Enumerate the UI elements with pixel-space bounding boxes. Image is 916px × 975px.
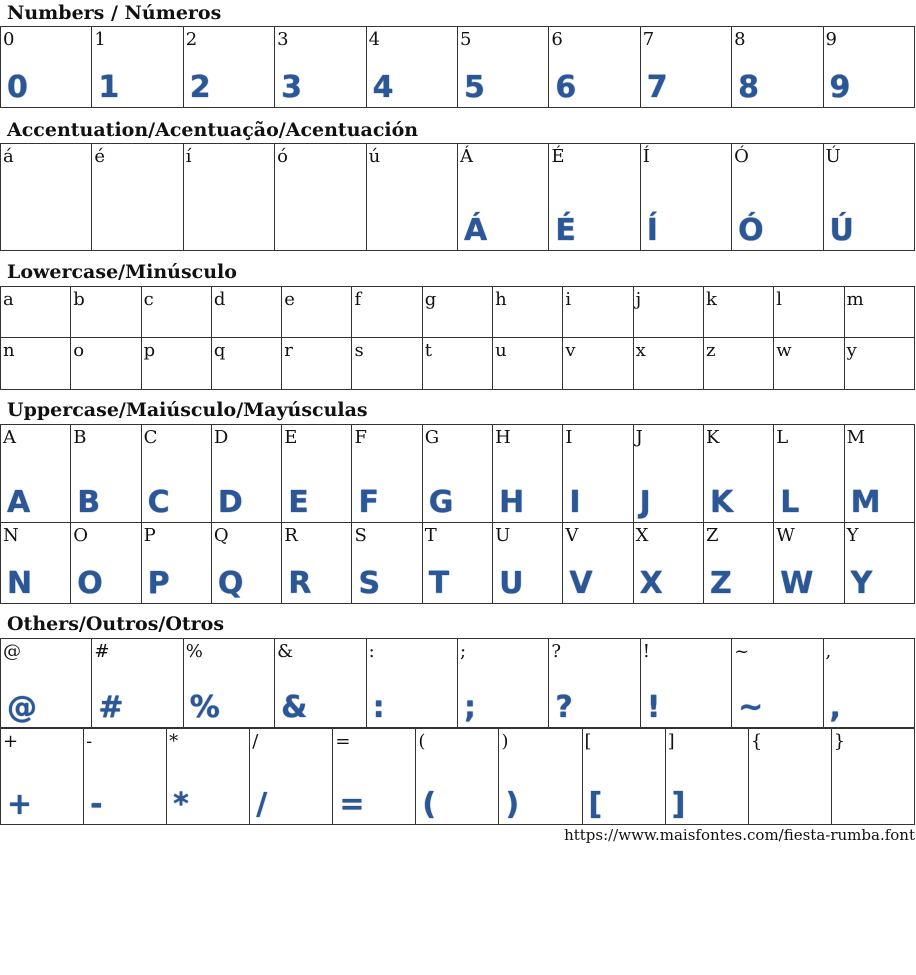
char-label: ;: [459, 641, 467, 662]
char-label: d: [213, 289, 226, 310]
font-glyph-sample: T: [428, 566, 450, 601]
char-label: v: [565, 340, 576, 361]
font-glyph-sample: 0: [7, 70, 28, 105]
char-label: l: [776, 289, 783, 310]
char-label: e: [284, 289, 295, 310]
char-label: @: [3, 641, 21, 662]
glyph-cell: [831, 729, 914, 825]
char-label: A: [3, 427, 16, 448]
glyph-cell: [141, 425, 211, 523]
glyph-cell: [84, 729, 167, 825]
glyph-cell: [844, 523, 914, 604]
glyph-cell: [1, 338, 71, 390]
char-label: Y: [846, 525, 859, 546]
glyph-cell: [774, 338, 844, 390]
char-label: G: [424, 427, 440, 448]
glyph-cell: [366, 639, 457, 728]
font-glyph-sample: #: [98, 690, 124, 725]
table-row: [1, 144, 915, 251]
glyph-cell: [549, 144, 640, 251]
char-label: n: [3, 340, 15, 361]
char-label: H: [495, 427, 511, 448]
glyph-cell: [1, 425, 71, 523]
section-title: Accentuation/Acentuação/Acentuación: [7, 119, 419, 141]
font-glyph-sample: ~: [738, 690, 764, 725]
font-glyph-sample: =: [339, 787, 365, 822]
glyph-cell: [71, 425, 141, 523]
glyph-cell: [71, 523, 141, 604]
glyph-cell: [732, 639, 823, 728]
glyph-cell: [422, 523, 492, 604]
char-label: o: [73, 340, 85, 361]
font-glyph-sample: D: [217, 485, 243, 520]
char-label: T: [424, 525, 437, 546]
font-glyph-sample: 2: [189, 70, 211, 105]
section-title: Numbers / Números: [7, 2, 222, 24]
char-label: x: [635, 340, 646, 361]
glyph-cell: [823, 639, 914, 728]
glyph-cell: [665, 729, 748, 825]
char-label: F: [354, 427, 367, 448]
font-glyph-sample: [: [588, 787, 603, 822]
font-glyph-sample: Y: [850, 566, 873, 601]
char-label: ]: [667, 731, 675, 752]
font-glyph-sample: &: [281, 690, 308, 725]
glyph-cell: [422, 425, 492, 523]
glyph-cell: [141, 338, 211, 390]
glyph-table: [0, 26, 915, 108]
char-label: 5: [459, 29, 472, 50]
font-glyph-sample: P: [147, 566, 170, 601]
glyph-cell: [457, 27, 548, 108]
char-label: 1: [94, 29, 106, 50]
glyph-cell: [703, 523, 773, 604]
font-glyph-sample: U: [499, 566, 524, 601]
char-label: I: [565, 427, 573, 448]
glyph-cell: [633, 425, 703, 523]
char-label: k: [705, 289, 717, 310]
char-label: S: [354, 525, 367, 546]
char-label: E: [284, 427, 298, 448]
glyph-cell: [275, 27, 366, 108]
font-glyph-sample: ]: [671, 787, 686, 822]
font-glyph-sample: S: [358, 566, 381, 601]
char-label: 3: [277, 29, 289, 50]
char-label: p: [143, 340, 156, 361]
char-label: a: [3, 289, 14, 310]
char-label: =: [335, 731, 351, 752]
font-glyph-sample: F: [358, 485, 379, 520]
font-glyph-sample: K: [709, 485, 734, 520]
char-label: ú: [368, 146, 381, 167]
glyph-cell: [703, 338, 773, 390]
glyph-cell: [211, 338, 281, 390]
font-glyph-sample: N: [7, 566, 33, 601]
char-label: m: [846, 289, 864, 310]
char-label: Q: [213, 525, 229, 546]
glyph-cell: [1, 27, 92, 108]
glyph-cell: [416, 729, 499, 825]
char-label: ,: [825, 641, 832, 662]
glyph-cell: [71, 338, 141, 390]
glyph-cell: [275, 144, 366, 251]
glyph-cell: [457, 639, 548, 728]
glyph-cell: [774, 523, 844, 604]
char-label: Ú: [825, 146, 841, 167]
char-label: r: [284, 340, 293, 361]
glyph-cell: [844, 425, 914, 523]
glyph-cell: [633, 338, 703, 390]
char-label: ó: [277, 146, 289, 167]
font-glyph-sample: +: [7, 787, 33, 822]
font-glyph-sample: 5: [463, 70, 485, 105]
glyph-cell: [563, 287, 633, 338]
char-label: &: [277, 641, 294, 662]
font-glyph-sample: %: [189, 690, 220, 725]
char-label: U: [495, 525, 511, 546]
char-label: w: [776, 340, 792, 361]
char-label: Z: [705, 525, 719, 546]
char-label: é: [94, 146, 106, 167]
glyph-cell: [352, 287, 422, 338]
glyph-cell: [422, 287, 492, 338]
font-glyph-sample: H: [499, 485, 525, 520]
font-glyph-sample: *: [173, 787, 189, 822]
glyph-table: [0, 424, 915, 604]
font-glyph-sample: Ó: [738, 213, 764, 248]
char-label: P: [143, 525, 156, 546]
table-row: [1, 27, 915, 108]
glyph-cell: [366, 144, 457, 251]
glyph-cell: [141, 523, 211, 604]
glyph-cell: [211, 425, 281, 523]
char-label: f: [354, 289, 362, 310]
glyph-cell: [1, 144, 92, 251]
glyph-cell: [352, 338, 422, 390]
glyph-cell: [1, 639, 92, 728]
glyph-cell: [774, 425, 844, 523]
char-label: }: [833, 731, 846, 752]
char-label: #: [94, 641, 110, 662]
glyph-cell: [563, 425, 633, 523]
section-title: Others/Outros/Otros: [7, 613, 225, 635]
glyph-cell: [92, 27, 183, 108]
glyph-cell: [844, 338, 914, 390]
font-glyph-sample: 3: [281, 70, 303, 105]
glyph-cell: [549, 639, 640, 728]
font-glyph-sample: I: [569, 485, 581, 520]
glyph-cell: [275, 639, 366, 728]
glyph-cell: [640, 144, 731, 251]
glyph-table: [0, 143, 915, 251]
char-label: K: [705, 427, 720, 448]
glyph-cell: [640, 639, 731, 728]
glyph-table: [0, 638, 915, 728]
char-label: R: [284, 525, 298, 546]
footer-url[interactable]: https://www.maisfontes.com/fiesta-rumba.font: [564, 826, 915, 844]
char-label: i: [565, 289, 572, 310]
glyph-cell: [748, 729, 831, 825]
glyph-table: [0, 728, 915, 825]
font-glyph-sample: :: [372, 690, 385, 725]
char-label: C: [143, 427, 158, 448]
char-label: +: [3, 731, 19, 752]
char-label: É: [551, 146, 565, 167]
glyph-cell: [282, 523, 352, 604]
glyph-cell: [92, 639, 183, 728]
glyph-cell: [71, 287, 141, 338]
glyph-cell: [1, 287, 71, 338]
glyph-cell: [422, 338, 492, 390]
char-label: Á: [459, 146, 473, 167]
char-label: J: [635, 427, 643, 448]
glyph-cell: [582, 729, 665, 825]
char-label: í: [185, 146, 192, 167]
font-glyph-sample: W: [780, 566, 814, 601]
char-label: ?: [551, 641, 561, 662]
char-label: h: [495, 289, 507, 310]
char-label: z: [705, 340, 716, 361]
glyph-cell: [732, 27, 823, 108]
font-glyph-sample: É: [555, 213, 576, 248]
char-label: ~: [734, 641, 750, 662]
font-glyph-sample: 9: [829, 70, 851, 105]
font-glyph-sample: E: [288, 485, 309, 520]
table-row: [1, 639, 915, 728]
section-title: Uppercase/Maiúsculo/Mayúsculas: [7, 399, 368, 421]
font-glyph-sample: @: [7, 690, 37, 725]
glyph-cell: [183, 144, 274, 251]
font-glyph-sample: Z: [709, 566, 732, 601]
glyph-cell: [333, 729, 416, 825]
glyph-cell: [823, 27, 914, 108]
glyph-cell: [732, 144, 823, 251]
char-label: O: [73, 525, 89, 546]
char-label: -: [86, 731, 93, 752]
char-label: N: [3, 525, 19, 546]
font-glyph-sample: B: [77, 485, 101, 520]
glyph-cell: [563, 338, 633, 390]
char-label: *: [169, 731, 179, 752]
font-glyph-sample: -: [90, 787, 103, 822]
glyph-cell: [211, 287, 281, 338]
char-label: L: [776, 427, 789, 448]
glyph-cell: [282, 287, 352, 338]
glyph-cell: [844, 287, 914, 338]
glyph-cell: [640, 27, 731, 108]
font-glyph-sample: 1: [98, 70, 120, 105]
font-glyph-sample: M: [850, 485, 881, 520]
glyph-table: [0, 286, 915, 390]
char-label: 8: [734, 29, 746, 50]
font-glyph-sample: ?: [555, 690, 573, 725]
font-glyph-sample: ): [505, 787, 520, 822]
char-label: ): [501, 731, 509, 752]
glyph-cell: [457, 144, 548, 251]
table-row: [1, 425, 915, 523]
char-label: (: [418, 731, 426, 752]
glyph-cell: [493, 287, 563, 338]
glyph-cell: [366, 27, 457, 108]
glyph-cell: [1, 523, 71, 604]
char-label: M: [846, 427, 865, 448]
font-glyph-sample: L: [780, 485, 800, 520]
char-label: {: [750, 731, 763, 752]
char-label: :: [368, 641, 375, 662]
glyph-cell: [92, 144, 183, 251]
glyph-cell: [183, 639, 274, 728]
char-label: /: [252, 731, 259, 752]
char-label: 9: [825, 29, 837, 50]
table-row: [1, 338, 915, 390]
char-label: W: [776, 525, 795, 546]
glyph-cell: [352, 425, 422, 523]
char-label: t: [424, 340, 433, 361]
char-label: j: [635, 289, 642, 310]
char-label: c: [143, 289, 154, 310]
table-row: [1, 729, 915, 825]
glyph-cell: [493, 425, 563, 523]
font-glyph-sample: ;: [463, 690, 476, 725]
font-glyph-sample: /: [256, 787, 268, 822]
char-label: X: [635, 525, 649, 546]
glyph-cell: [183, 27, 274, 108]
glyph-cell: [823, 144, 914, 251]
table-row: [1, 287, 915, 338]
glyph-cell: [250, 729, 333, 825]
font-glyph-sample: A: [7, 485, 31, 520]
font-glyph-sample: 7: [646, 70, 668, 105]
glyph-cell: [352, 523, 422, 604]
table-row: [1, 523, 915, 604]
char-label: u: [495, 340, 507, 361]
font-glyph-sample: O: [77, 566, 103, 601]
char-label: Ó: [734, 146, 749, 167]
font-glyph-sample: Ú: [829, 213, 854, 248]
font-glyph-sample: X: [639, 566, 663, 601]
font-glyph-sample: !: [646, 690, 661, 725]
font-glyph-sample: Í: [646, 213, 658, 248]
char-label: b: [73, 289, 85, 310]
char-label: D: [213, 427, 229, 448]
font-glyph-sample: G: [428, 485, 454, 520]
glyph-cell: [703, 425, 773, 523]
glyph-cell: [774, 287, 844, 338]
glyph-cell: [633, 287, 703, 338]
char-label: [: [584, 731, 592, 752]
font-glyph-sample: C: [147, 485, 170, 520]
font-glyph-sample: ,: [829, 690, 841, 725]
char-label: 0: [3, 29, 15, 50]
glyph-cell: [282, 338, 352, 390]
font-glyph-sample: J: [639, 485, 651, 520]
char-label: g: [424, 289, 437, 310]
char-label: y: [846, 340, 857, 361]
font-glyph-sample: Q: [217, 566, 244, 601]
section-title: Lowercase/Minúsculo: [7, 261, 237, 283]
glyph-cell: [563, 523, 633, 604]
char-label: Í: [642, 146, 650, 167]
char-label: q: [213, 340, 226, 361]
glyph-cell: [1, 729, 84, 825]
char-label: 4: [368, 29, 381, 50]
glyph-cell: [141, 287, 211, 338]
char-label: s: [354, 340, 364, 361]
font-glyph-sample: 6: [555, 70, 577, 105]
char-label: á: [3, 146, 14, 167]
glyph-cell: [703, 287, 773, 338]
char-label: %: [185, 641, 203, 662]
font-glyph-sample: (: [422, 787, 437, 822]
char-label: 2: [185, 29, 198, 50]
glyph-cell: [167, 729, 250, 825]
font-glyph-sample: Á: [463, 213, 488, 248]
char-label: !: [642, 641, 650, 662]
glyph-cell: [499, 729, 582, 825]
font-glyph-sample: R: [288, 566, 312, 601]
glyph-cell: [282, 425, 352, 523]
glyph-cell: [633, 523, 703, 604]
glyph-cell: [493, 523, 563, 604]
font-glyph-sample: 4: [372, 70, 394, 105]
glyph-cell: [549, 27, 640, 108]
glyph-cell: [493, 338, 563, 390]
char-label: V: [565, 525, 579, 546]
char-label: 7: [642, 29, 655, 50]
font-glyph-sample: 8: [738, 70, 759, 105]
glyph-cell: [211, 523, 281, 604]
char-label: 6: [551, 29, 563, 50]
font-glyph-sample: V: [569, 566, 593, 601]
char-label: B: [73, 427, 87, 448]
